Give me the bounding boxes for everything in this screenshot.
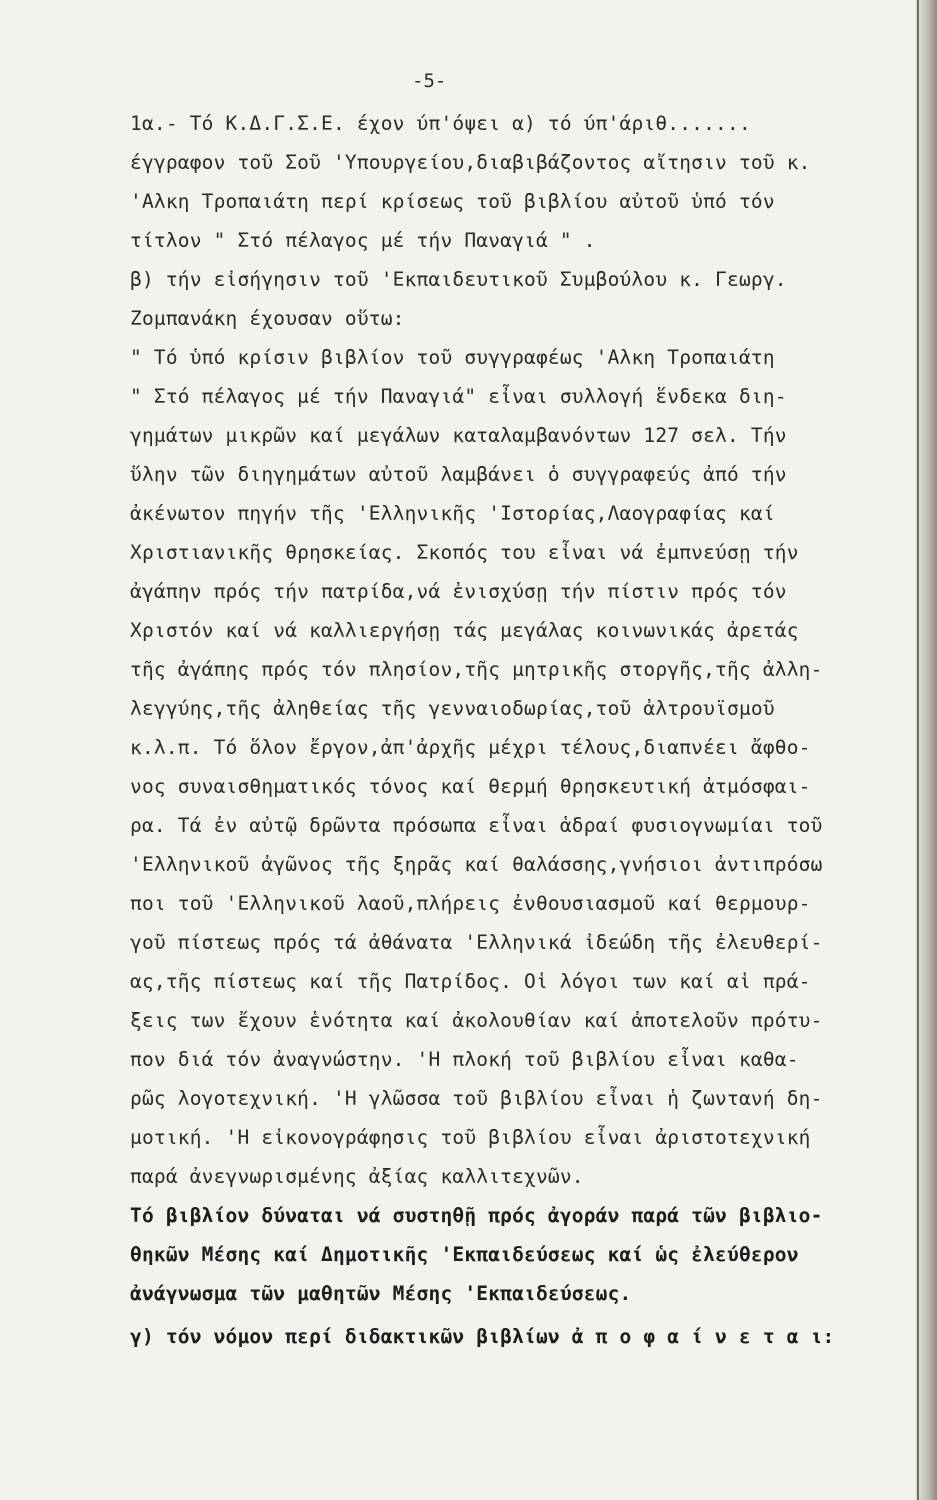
text-line: ρῶς λογοτεχνική. 'Η γλῶσσα τοῦ βιβλίου εἶναι ἡ ζωντανή δη- <box>130 1087 823 1110</box>
text-line: 'Αλκη Τροπαιάτη περί κρίσεως τοῦ βιβλίου αὐτοῦ ὑπό τόν <box>130 190 775 213</box>
final-text-line: γ) τόν νόμον περί διδακτικῶν βιβλίων ἀ π ο φ α ί ν ε τ α ι: <box>130 1325 835 1348</box>
text-line: νος συναισθηματικός τόνος καί θερμή θρησκευτική ἀτμόσφαι- <box>130 775 811 798</box>
text-line: παρά ἀνεγνωρισμένης ἀξίας καλλιτεχνῶν. <box>130 1165 584 1188</box>
text-line: τίτλον " Στό πέλαγος μέ τήν Παναγιά " . <box>130 229 596 252</box>
text-line: γοῦ πίστεως πρός τά ἀθάνατα 'Ελληνικά ἰδεώδη τῆς ἐλευθερί- <box>130 931 823 954</box>
text-line: 1α.- Τό Κ.Δ.Γ.Σ.Ε. έχον ύπ'όψει α) τό ύπ'άριθ....... <box>130 112 751 135</box>
bold-text-line: Τό βιβλίον δύναται νά συστηθῇ πρός ἀγοράν παρά τῶν βιβλιο- <box>130 1204 823 1227</box>
text-line: έγγραφον τοῦ Σοῦ 'Υπουργείου,διαβιβάζοντος αἴτησιν τοῦ κ. <box>130 151 811 174</box>
text-line: Ζομπανάκη έχουσαν οὕτω: <box>130 307 405 330</box>
text-line: ἀγάπην πρός τήν πατρίδα,νά ἐνισχύσῃ τήν πίστιν πρός τόν <box>130 580 787 603</box>
text-line: ὕλην τῶν διηγημάτων αὐτοῦ λαμβάνει ὁ συγγραφεύς ἀπό τήν <box>130 463 787 486</box>
text-line: ξεις των ἔχουν ἑνότητα καί ἀκολουθίαν καί ἀποτελοῦν πρότυ- <box>130 1009 823 1032</box>
bold-text-line: ἀνάγνωσμα τῶν μαθητῶν Μέσης 'Εκπαιδεύσεως. <box>130 1282 632 1305</box>
text-line: ας,τῆς πίστεως καί τῆς Πατρίδος. Οἱ λόγοι των καί αἱ πρά- <box>130 970 811 993</box>
text-line: Χριστόν καί νά καλλιεργήσῃ τάς μεγάλας κοινωνικάς ἀρετάς <box>130 619 799 642</box>
text-line: β) τήν εἰσήγησιν τοῦ 'Εκπαιδευτικοῦ Συμβούλου κ. Γεωργ. <box>130 268 787 291</box>
body-text <box>130 104 900 1356</box>
text-line: Χριστιανικῆς θρησκείας. Σκοπός του εἶναι νά ἐμπνεύσῃ τήν <box>130 541 799 564</box>
text-line: " Στό πέλαγος μέ τήν Παναγιά" εἶναι συλλογή ἕνδεκα διη- <box>130 385 787 408</box>
page-edge-line <box>917 0 919 1500</box>
text-line: " Τό ὑπό κρίσιν βιβλίον τοῦ συγγραφέως 'Αλκη Τροπαιάτη <box>130 346 775 369</box>
text-line: ἀκένωτον πηγήν τῆς 'Ελληνικῆς 'Ιστορίας,Λαογραφίας καί <box>130 502 775 525</box>
page-number: -5- <box>412 70 447 92</box>
text-line: λεγγύης,τῆς ἀληθείας τῆς γενναιοδωρίας,τοῦ ἀλτρουϊσμοῦ <box>130 697 775 720</box>
bold-text-line: θηκῶν Μέσης καί Δημοτικῆς 'Εκπαιδεύσεως καί ὡς ἐλεύθερον <box>130 1243 799 1266</box>
text-line: γημάτων μικρῶν καί μεγάλων καταλαμβανόντων 127 σελ. Τήν <box>130 424 787 447</box>
text-line: 'Ελληνικοῦ ἀγῶνος τῆς ξηρᾶς καί θαλάσσης,γνήσιοι ἀντιπρόσω <box>130 853 823 876</box>
text-line: κ.λ.π. Τό ὅλον ἔργον,ἀπ'ἀρχῆς μέχρι τέλους,διαπνέει ἄφθο- <box>130 736 811 759</box>
text-line: πον διά τόν ἀναγνώστην. 'Η πλοκή τοῦ βιβλίου εἶναι καθα- <box>130 1048 799 1071</box>
text-line: τῆς ἀγάπης πρός τόν πλησίον,τῆς μητρικῆς στοργῆς,τῆς ἀλλη- <box>130 658 823 681</box>
text-line: ρα. Τά ἐν αὐτῷ δρῶντα πρόσωπα εἶναι ἁδραί φυσιογνωμίαι τοῦ <box>130 814 823 837</box>
text-line: ποι τοῦ 'Ελληνικοῦ λαοῦ,πλήρεις ἐνθουσιασμοῦ καί θερμουρ- <box>130 892 811 915</box>
text-line: μοτική. 'Η εἰκονογράφησις τοῦ βιβλίου εἶναι ἀριστοτεχνική <box>130 1126 811 1149</box>
